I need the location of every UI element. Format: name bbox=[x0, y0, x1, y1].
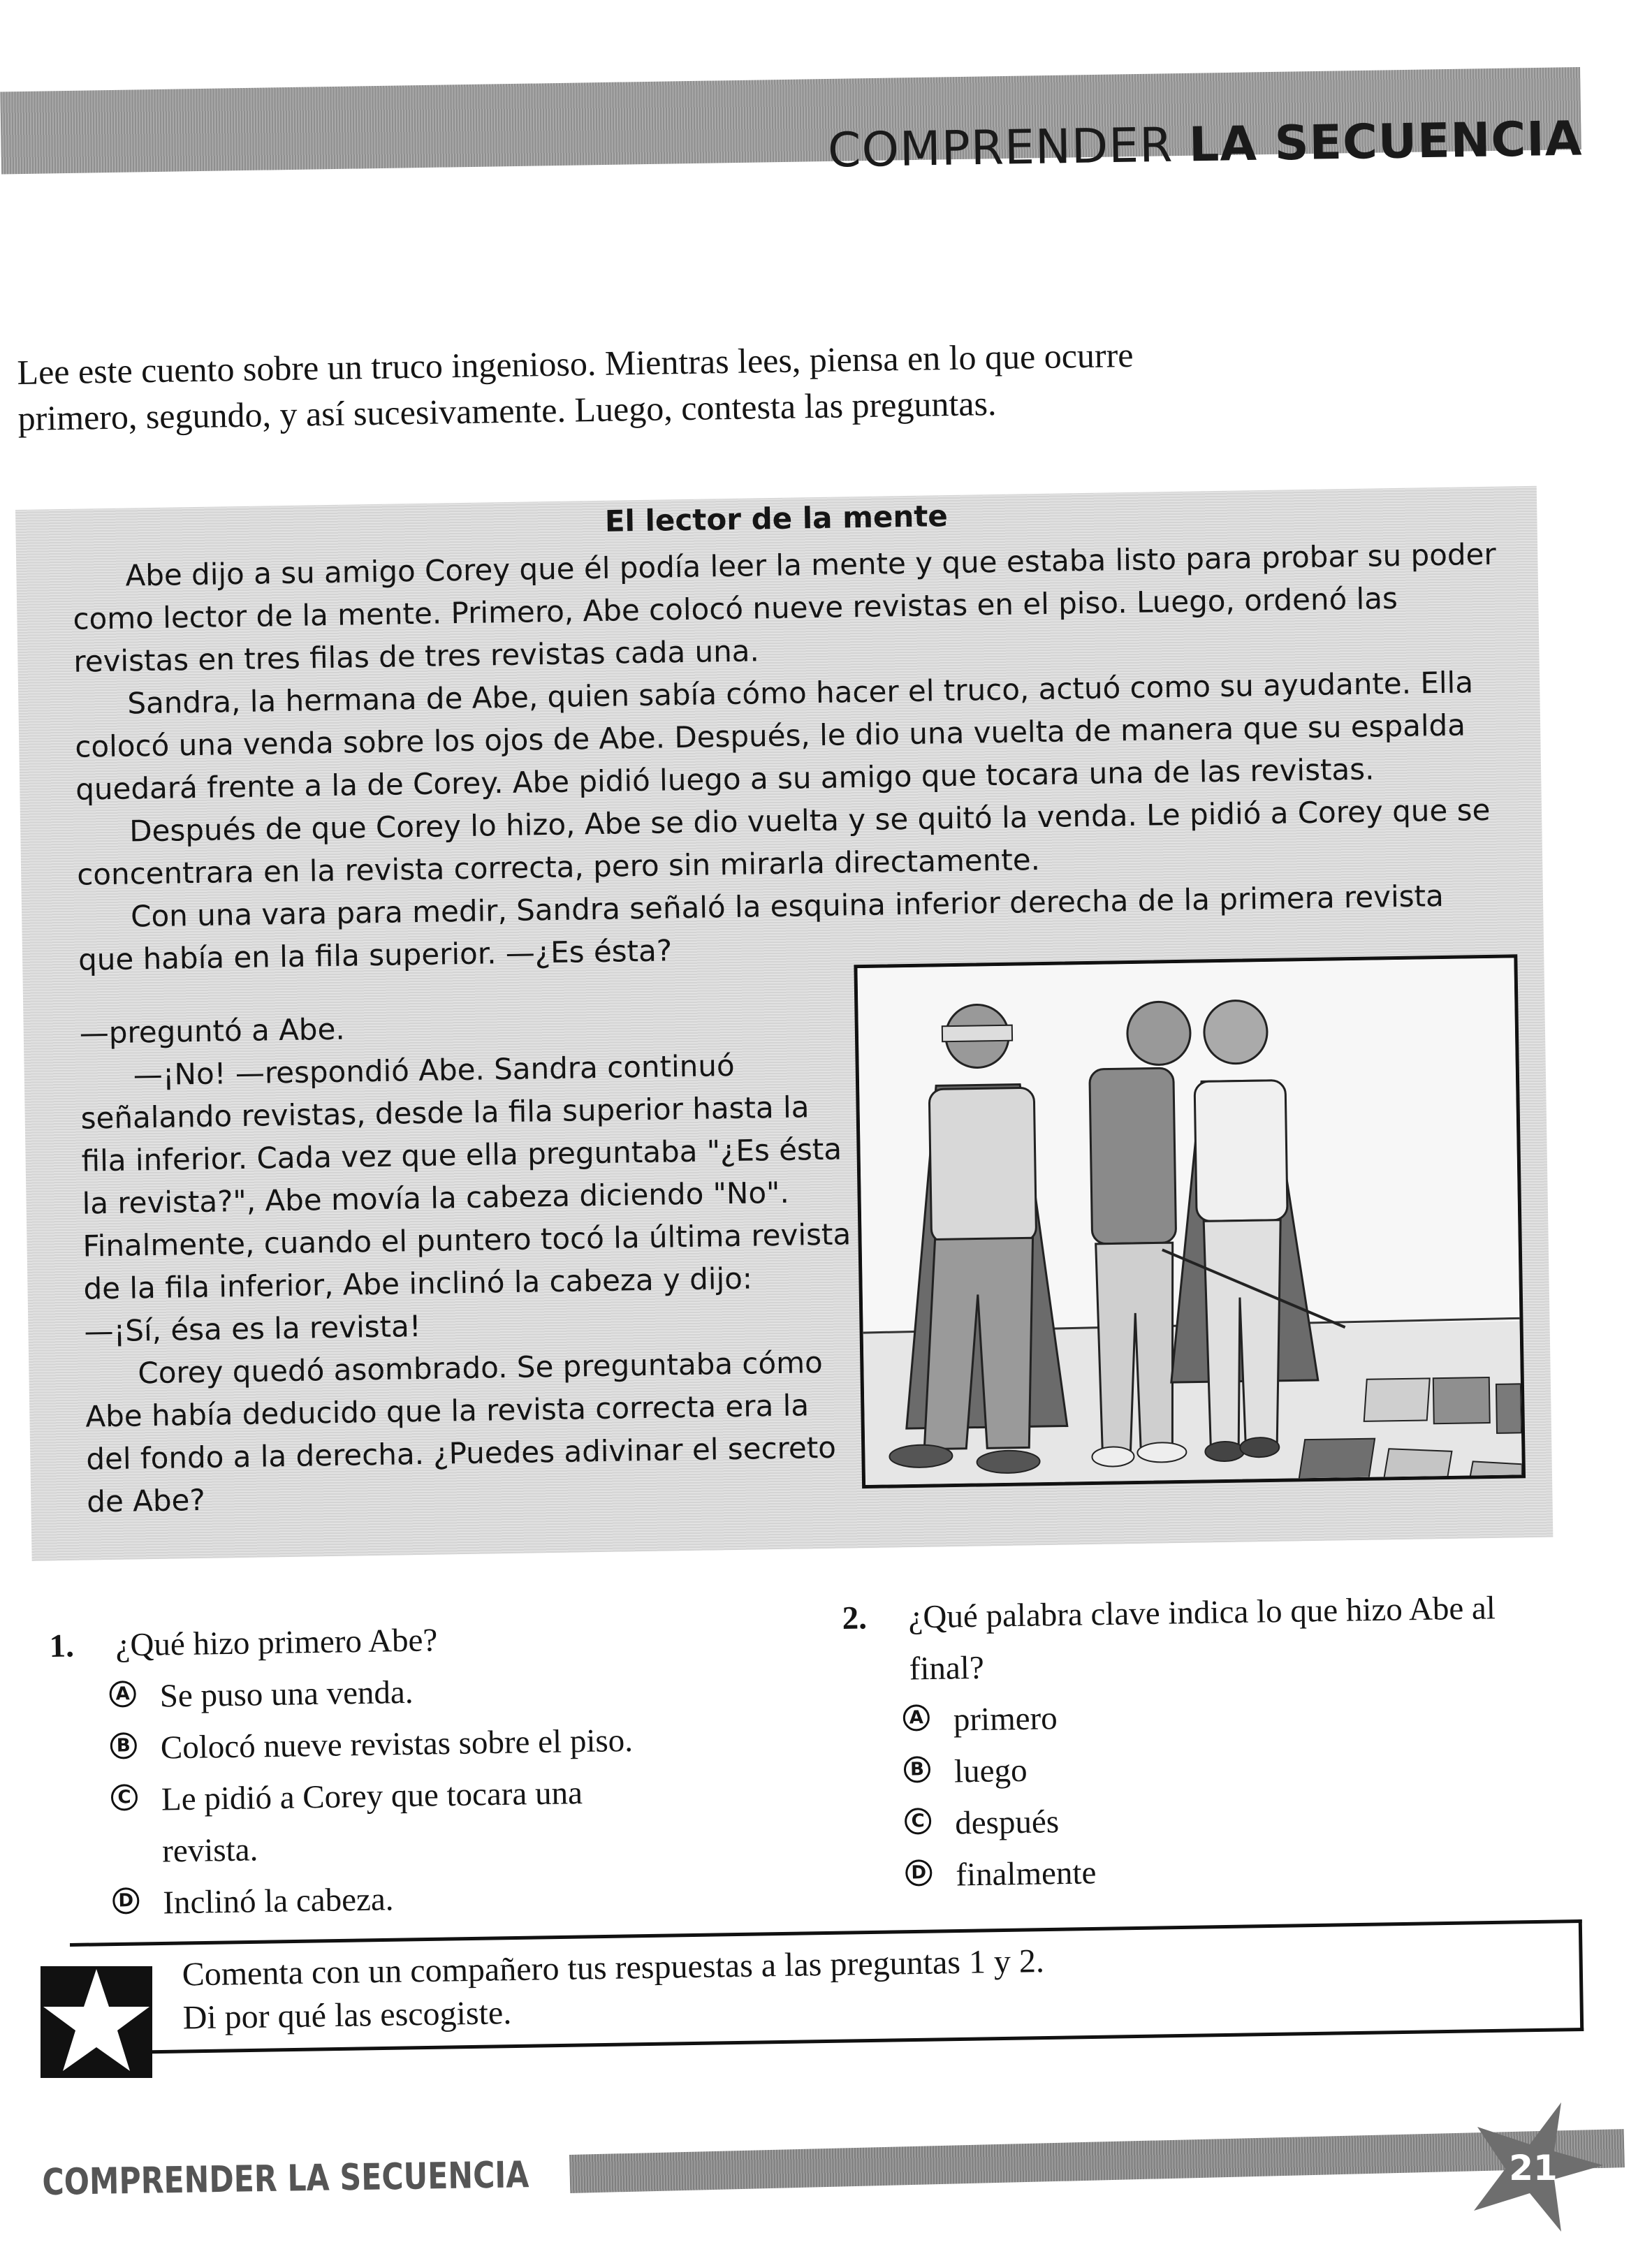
instructions bbox=[17, 327, 1429, 441]
story-paragraph: —preguntó a Abe. bbox=[79, 1011, 346, 1051]
question-number: 1. bbox=[49, 1627, 75, 1664]
question-text: ¿Qué palabra clave indica lo que hizo Abe al final? bbox=[908, 1590, 1496, 1688]
answer-option-c[interactable] bbox=[110, 1764, 786, 1878]
magazine bbox=[1364, 1378, 1431, 1421]
star-icon bbox=[41, 1966, 152, 2078]
story-box bbox=[15, 486, 1553, 1561]
instructions-line: Lee este cuento sobre un truco ingenioso. Mientras lees, piensa en lo que ocurre bbox=[17, 335, 1134, 392]
option-bubble-icon[interactable]: D bbox=[905, 1859, 933, 1887]
page-title-bold: LA SECUENCIA bbox=[1188, 111, 1583, 173]
story-paragraph: —¡Sí, ésa es la revista! bbox=[84, 1309, 421, 1349]
three-children-magazines-illustration bbox=[857, 958, 1522, 1485]
story-paragraph: Abe dijo a su amigo Corey que él podía leer la mente y que estaba listo para probar su poder como lector de la mente. Primero, Abe colocó nueve revistas en el piso. Luego, ordenó las revistas en tres filas de tres revistas cada una. bbox=[73, 536, 1497, 679]
magazine bbox=[1382, 1448, 1452, 1485]
option-text: después bbox=[954, 1803, 1060, 1842]
option-text: luego bbox=[953, 1752, 1028, 1790]
story-text-narrow bbox=[79, 1000, 855, 1523]
question-number: 2. bbox=[842, 1600, 868, 1637]
story-title: El lector de la mente bbox=[604, 499, 949, 539]
question-1 bbox=[49, 1609, 787, 1931]
option-bubble-icon[interactable]: A bbox=[903, 1704, 930, 1732]
story-paragraph: —¡No! —respondió Abe. Sandra continuó señalando revistas, desde la fila superior hasta la fila inferior. Cada vez que ella preguntaba "¿Es ésta la revista?", Abe movía la cabeza diciendo "No". Finalmente, cuando el puntero tocó la última revista de la fila inferior, Abe inclinó la cabeza y dijo: bbox=[80, 1048, 851, 1306]
discussion-box bbox=[70, 1919, 1584, 2055]
footer-title: COMPRENDER LA SECUENCIA bbox=[42, 2154, 529, 2204]
page-title bbox=[827, 112, 1582, 179]
discussion-text bbox=[182, 1940, 1045, 2040]
answer-options bbox=[902, 1685, 1545, 1901]
magazine bbox=[1466, 1461, 1522, 1485]
answer-option-a[interactable] bbox=[902, 1685, 1542, 1746]
discussion-line: Comenta con un compañero tus respuestas a las preguntas 1 y 2. bbox=[182, 1942, 1045, 1993]
question-2 bbox=[842, 1581, 1545, 1903]
option-text: primero bbox=[953, 1700, 1058, 1739]
story-illustration bbox=[854, 954, 1526, 1488]
story-paragraph: Con una vara para medir, Sandra señaló la esquina inferior derecha de la primera revista que había en la fila superior. —¿Es ésta? bbox=[78, 878, 1445, 977]
option-bubble-icon[interactable]: D bbox=[112, 1887, 140, 1915]
story-paragraph: Corey quedó asombrado. Se preguntaba cómo Abe había deducido que la revista correcta era la del fondo a la derecha. ¿Puedes adivinar el secreto de Abe? bbox=[85, 1345, 837, 1519]
instructions-line: primero, segundo, y así sucesivamente. Luego, contesta las preguntas. bbox=[17, 383, 997, 438]
answer-options bbox=[109, 1660, 787, 1929]
option-text: Colocó nueve revistas sobre el piso. bbox=[160, 1722, 634, 1766]
option-bubble-icon[interactable]: B bbox=[110, 1732, 138, 1759]
answer-option-c[interactable] bbox=[905, 1788, 1544, 1850]
magazine bbox=[1433, 1377, 1490, 1423]
option-text: Le pidió a Corey que tocara una revista. bbox=[161, 1775, 583, 1870]
option-bubble-icon[interactable]: B bbox=[904, 1756, 931, 1783]
answer-option-b[interactable] bbox=[903, 1736, 1543, 1798]
story-text-full bbox=[72, 533, 1503, 981]
option-text: Se puso una venda. bbox=[159, 1674, 414, 1715]
story-paragraph: Después de que Corey lo hizo, Abe se dio vuelta y se quitó la venda. Le pidió a Corey que se concentrara en la revista correcta, pero sin mirarla directamente. bbox=[76, 792, 1491, 892]
option-bubble-icon[interactable]: C bbox=[905, 1808, 932, 1835]
page-number: 21 bbox=[1509, 2148, 1558, 2188]
question-text: ¿Qué hizo primero Abe? bbox=[115, 1622, 438, 1664]
magazine bbox=[1298, 1439, 1375, 1482]
option-text: Inclinó la cabeza. bbox=[162, 1881, 394, 1922]
option-text: finalmente bbox=[955, 1854, 1097, 1894]
answer-option-d[interactable] bbox=[112, 1867, 787, 1929]
answer-option-d[interactable] bbox=[905, 1840, 1545, 1901]
option-bubble-icon[interactable]: C bbox=[111, 1784, 138, 1811]
page-title-light: COMPRENDER bbox=[827, 117, 1174, 179]
discussion-line: Di por qué las escogiste. bbox=[182, 1994, 512, 2037]
option-bubble-icon[interactable]: A bbox=[109, 1681, 136, 1708]
story-paragraph: Sandra, la hermana de Abe, quien sabía cómo hacer el truco, actuó como su ayudante. Ella colocó una venda sobre los ojos de Abe. Después, le dio una vuelta de manera que su espalda quedará frente a la de Corey. Abe pidió luego a su amigo que tocara una de las revistas. bbox=[74, 665, 1474, 807]
magazine bbox=[1496, 1384, 1521, 1433]
